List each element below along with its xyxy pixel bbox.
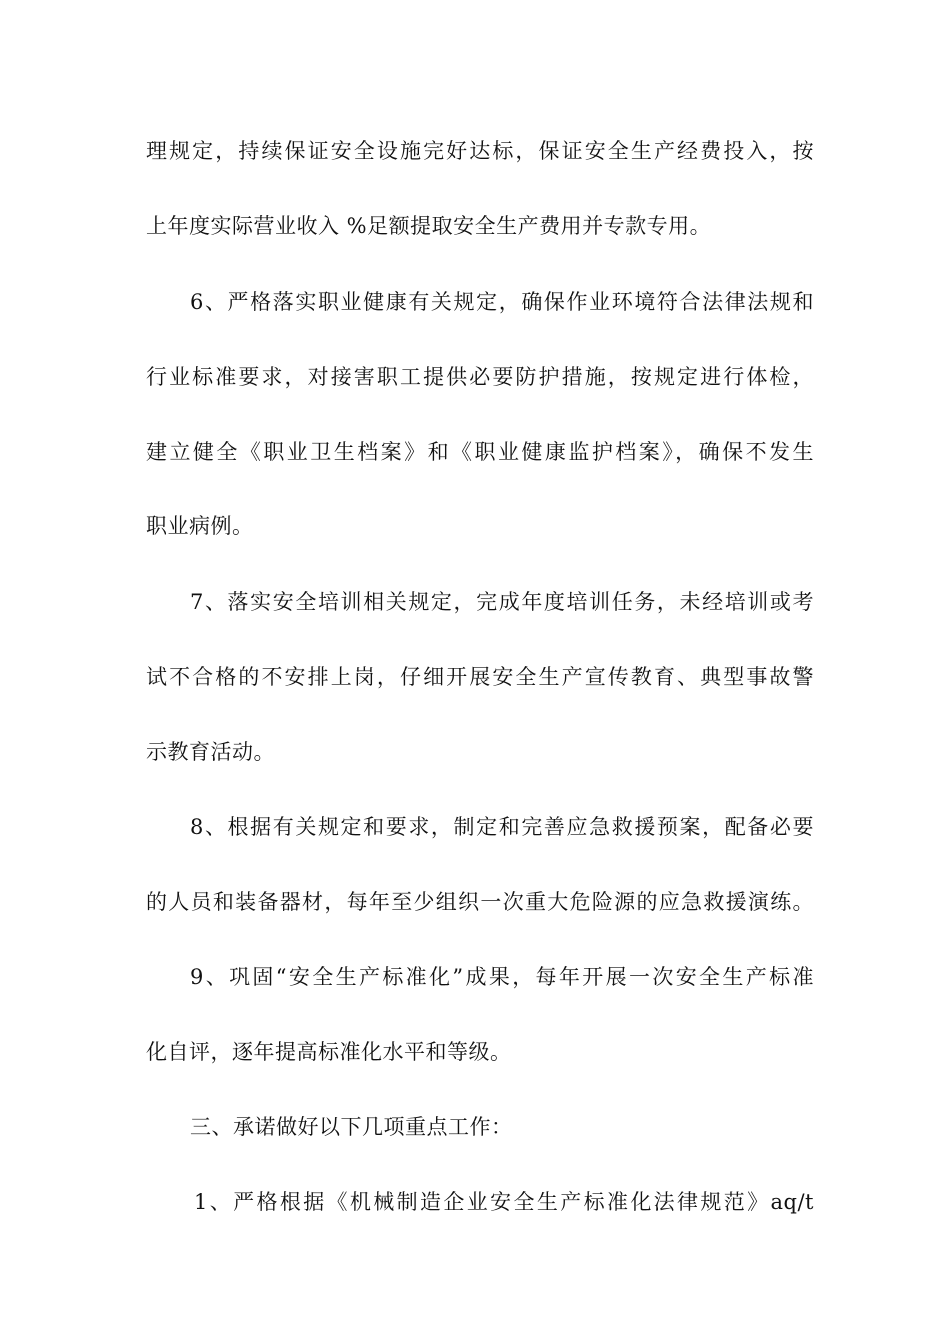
- text-line: 职业病例。: [146, 514, 254, 538]
- list-item-line: 8、根据有关规定和要求，制定和完善应急救援预案，配备必要: [190, 815, 814, 839]
- list-item-line: 1、严格根据《机械制造企业安全生产标准化法律规范》aq/t: [194, 1190, 814, 1214]
- list-item-line: 7、落实安全培训相关规定，完成年度培训任务，未经培训或考: [190, 590, 814, 614]
- list-item-line: 6、严格落实职业健康有关规定，确保作业环境符合法律法规和: [190, 290, 814, 314]
- text-line: 建立健全《职业卫生档案》和《职业健康监护档案》，确保不发生: [146, 440, 814, 464]
- text-line: 试不合格的不安排上岗，仔细开展安全生产宣传教育、典型事故警: [146, 665, 814, 689]
- text-line: 化自评，逐年提高标准化水平和等级。: [146, 1040, 512, 1064]
- list-item-line: 9、巩固“安全生产标准化”成果，每年开展一次安全生产标准: [190, 965, 814, 989]
- text-line: 示教育活动。: [146, 740, 275, 764]
- text-line: 的人员和装备器材，每年至少组织一次重大危险源的应急救援演练。: [146, 890, 814, 914]
- text-line: 行业标准要求，对接害职工提供必要防护措施，按规定进行体检，: [146, 365, 814, 389]
- section-heading: 三、承诺做好以下几项重点工作：: [190, 1115, 513, 1139]
- text-line: 理规定，持续保证安全设施完好达标，保证安全生产经费投入，按: [146, 139, 814, 163]
- text-line: 上年度实际营业收入 %足额提取安全生产费用并专款专用。: [146, 214, 712, 238]
